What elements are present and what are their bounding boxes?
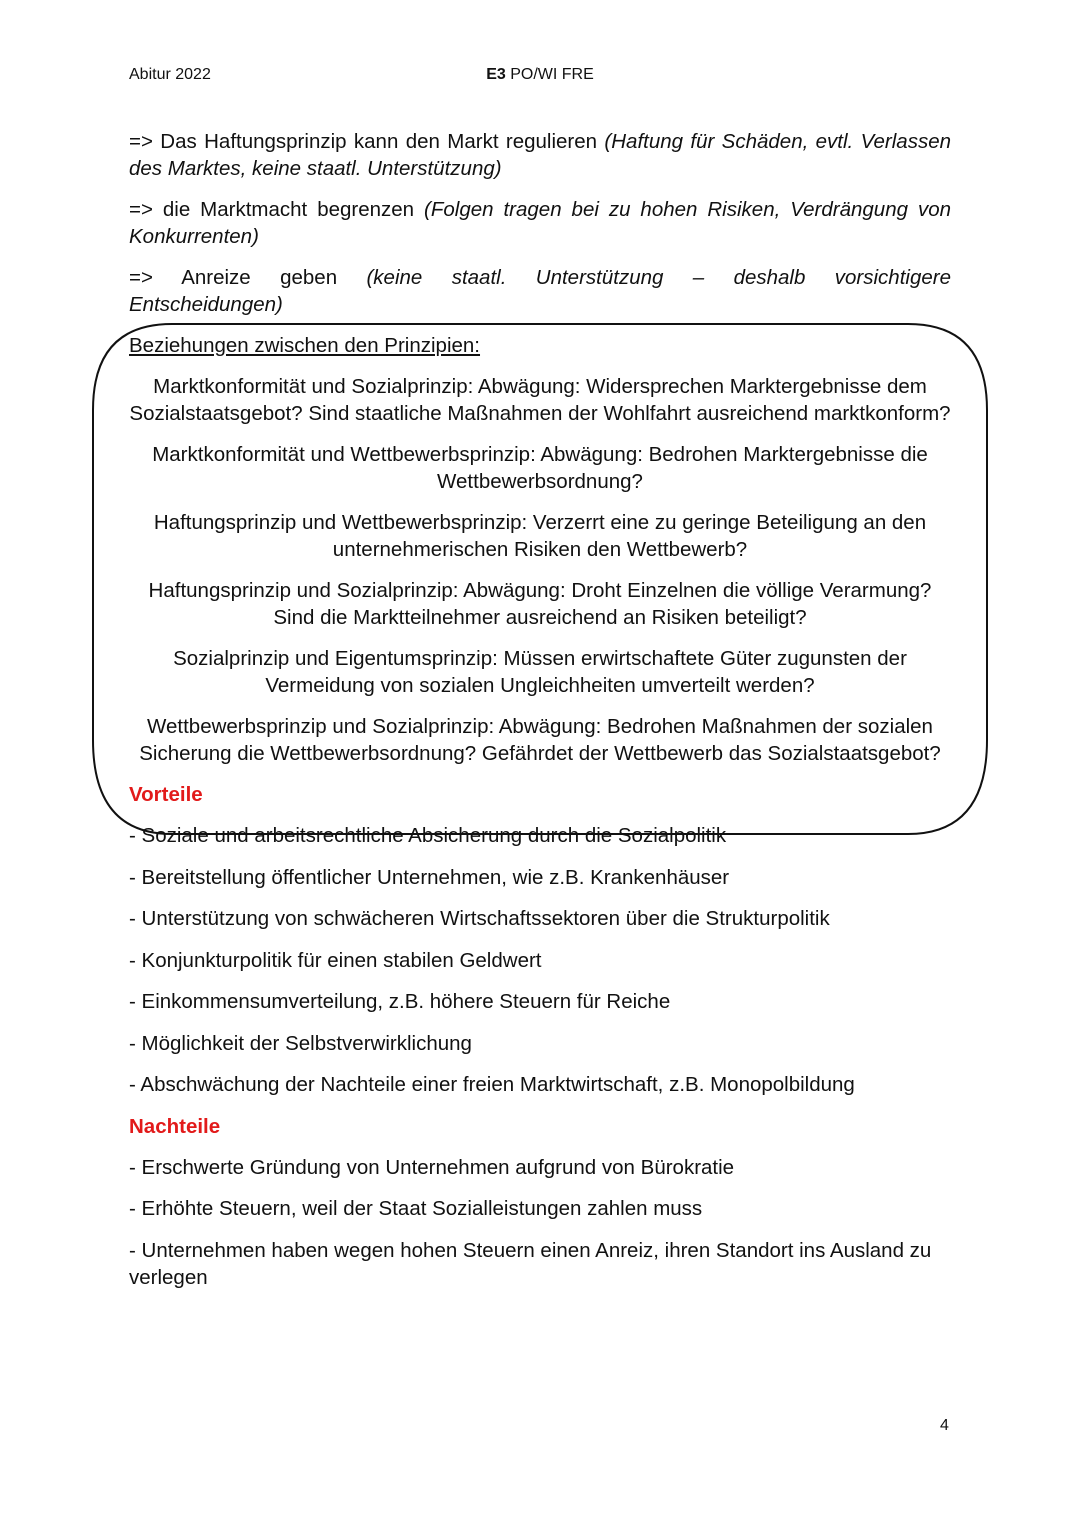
intro-paragraph bbox=[129, 128, 951, 182]
relation-item: Wettbewerbsprinzip und Sozialprinzip: Abwägung: Bedrohen Maßnahmen der sozialen Sicherung die Wettbewerbsordnung? Gefährdet der Wettbewerb das Sozialstaatsgebot? bbox=[139, 715, 941, 765]
intro-italic: (Folgen tragen bei zu hohen Risiken, Verdrängung von Konkurrenten) bbox=[129, 198, 951, 248]
vorteile-item: - Möglichkeit der Selbstverwirklichung bbox=[129, 1031, 472, 1055]
vorteile-item: - Soziale und arbeitsrechtliche Absicherung durch die Sozialpolitik bbox=[129, 824, 727, 847]
page-header bbox=[129, 66, 951, 88]
rounded-frame-shape bbox=[87, 320, 993, 838]
intro-paragraph bbox=[129, 196, 951, 250]
intro-italic: (Haftung für Schäden, evtl. Verlassen des Marktes, keine staatl. Unterstützung) bbox=[129, 130, 951, 180]
intro-paragraph bbox=[129, 264, 951, 318]
relations-title: Beziehungen zwischen den Prinzipien: bbox=[129, 334, 481, 357]
vorteile-item: - Abschwächung der Nachteile einer freien Marktwirtschaft, z.B. Monopolbildung bbox=[129, 1073, 855, 1096]
header-course-rest: PO/WI FRE bbox=[505, 66, 594, 83]
relation-item: Haftungsprinzip und Wettbewerbsprinzip: Verzerrt eine zu geringe Beteiligung an den unternehmerischen Risiken den Wettbewerb? bbox=[153, 511, 927, 561]
relation-item: Marktkonformität und Wettbewerbsprinzip: Abwägung: Bedrohen Marktergebnisse die Wettbewerbsordnung? bbox=[152, 443, 928, 493]
relations-box bbox=[129, 332, 951, 767]
vorteile-heading: Vorteile bbox=[129, 783, 203, 806]
intro-text: => die Marktmacht begrenzen bbox=[129, 198, 425, 221]
nachteile-item: - Unternehmen haben wegen hohen Steuern einen Anreiz, ihren Standort ins Ausland zu verlegen bbox=[129, 1238, 932, 1289]
relation-item: Haftungsprinzip und Sozialprinzip: Abwägung: Droht Einzelnen die völlige Verarmung? Sind die Marktteilnehmer ausreichend an Risiken beteiligt? bbox=[148, 579, 932, 629]
vorteile-item: - Konjunkturpolitik für einen stabilen Geldwert bbox=[129, 948, 542, 972]
intro-text: => Anreize geben bbox=[129, 266, 367, 289]
relation-item: Sozialprinzip und Eigentumsprinzip: Müssen erwirtschaftete Güter zugunsten der Vermeidung von sozialen Ungleichheiten umverteilt werden? bbox=[173, 647, 907, 697]
intro-italic: (keine staatl. Unterstützung – deshalb vorsichtigere Entscheidungen) bbox=[129, 266, 951, 316]
header-exam-year: Abitur 2022 bbox=[129, 66, 211, 83]
header-course bbox=[129, 66, 951, 84]
intro-text: => Das Haftungsprinzip kann den Markt regulieren bbox=[129, 130, 605, 153]
vorteile-item: - Einkommensumverteilung, z.B. höhere Steuern für Reiche bbox=[129, 990, 671, 1013]
vorteile-item: - Bereitstellung öffentlicher Unternehmen, wie z.B. Krankenhäuser bbox=[129, 865, 730, 889]
relation-item: Marktkonformität und Sozialprinzip: Abwägung: Widersprechen Marktergebnisse dem Sozialstaatsgebot? Sind staatliche Maßnahmen der Wohlfahrt ausreichend marktkonform? bbox=[129, 375, 951, 425]
nachteile-item: - Erhöhte Steuern, weil der Staat Sozialleistungen zahlen muss bbox=[129, 1197, 703, 1220]
header-course-code: E3 bbox=[486, 66, 506, 83]
nachteile-item: - Erschwerte Gründung von Unternehmen aufgrund von Bürokratie bbox=[129, 1155, 735, 1179]
nachteile-heading: Nachteile bbox=[129, 1114, 221, 1138]
page-content bbox=[129, 128, 951, 1305]
vorteile-item: - Unterstützung von schwächeren Wirtschaftssektoren über die Strukturpolitik bbox=[129, 907, 830, 930]
page-number: 4 bbox=[940, 1417, 949, 1434]
